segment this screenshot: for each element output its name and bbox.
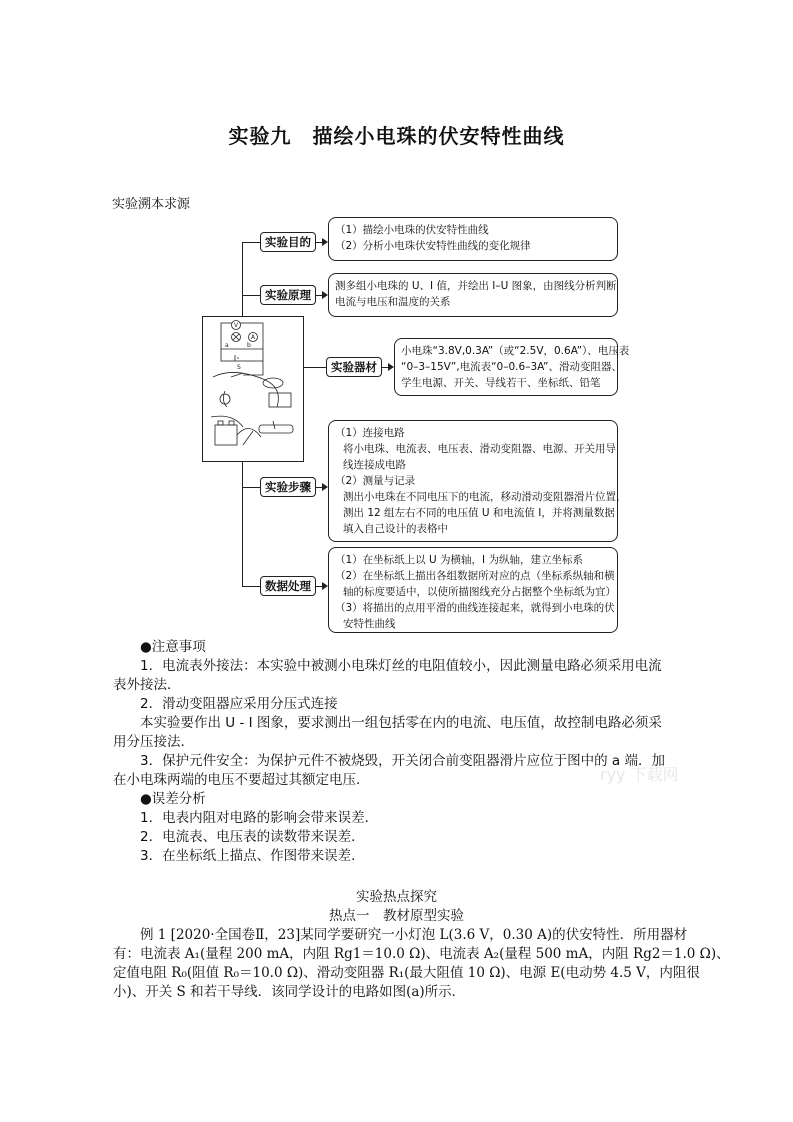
notes-line: 表外接法． bbox=[113, 677, 181, 693]
box-steps bbox=[328, 420, 627, 542]
example-line: 例 1 [2020·全国卷Ⅱ，23]某同学要研究一小灯泡 L(3.6 V，0.30 A)的伏安特性．所用器材 bbox=[140, 927, 688, 943]
box-line: 填入自己设计的表格中 bbox=[343, 523, 448, 535]
example-line: 有：电流表 A₁(量程 200 mA，内阻 Rg1＝10.0 Ω)、电流表 A₂(量程 500 mA，内阻 Rg2＝1.0 Ω)、 bbox=[113, 946, 730, 962]
node-equipment: 实验器材 bbox=[326, 357, 382, 377]
box-line: 测多组小电珠的 U、I 值，并绘出 I–U 图象，由图线分析判断 bbox=[335, 280, 617, 292]
tree-branch bbox=[242, 586, 260, 587]
box-line: （2）在坐标纸上描出各组数据所对应的点（坐标系纵轴和横 bbox=[335, 570, 615, 582]
box-line: （2）测量与记录 bbox=[335, 475, 416, 487]
box-line: （1）在坐标纸上以 U 为横轴，I 为纵轴，建立坐标系 bbox=[335, 554, 583, 566]
box-line: 线连接成电路 bbox=[343, 459, 406, 471]
hot-heading: 实验热点探究 bbox=[356, 889, 437, 905]
switch-label: S bbox=[237, 364, 241, 371]
hot-subheading: 热点一 教材原型实验 bbox=[329, 908, 464, 924]
tree-branch bbox=[242, 242, 260, 243]
voltmeter-label: V bbox=[234, 322, 239, 329]
tree-branch bbox=[304, 367, 326, 368]
equipment-illustration bbox=[202, 316, 304, 462]
errors-line: 3．在坐标纸上描点、作图带来误差． bbox=[140, 848, 365, 864]
errors-heading: ●误差分析 bbox=[140, 791, 206, 807]
notes-line: 1．电流表外接法：本实验中被测小电珠灯丝的电阻值较小，因此测量电路必须采用电流 bbox=[140, 658, 662, 674]
box-equipment bbox=[394, 338, 630, 396]
notes-line: 用分压接法． bbox=[113, 734, 194, 750]
end-a-label: a bbox=[225, 342, 229, 349]
box-line: 电流与电压和温度的关系 bbox=[335, 296, 451, 308]
box-line: （1）描绘小电珠的伏安特性曲线 bbox=[335, 224, 489, 236]
page-title: 实验九 描绘小电珠的伏安特性曲线 bbox=[228, 124, 565, 148]
section-label: 实验溯本求源 bbox=[112, 197, 191, 212]
box-line: 安特性曲线 bbox=[343, 618, 396, 630]
box-purpose bbox=[328, 217, 618, 261]
node-steps: 实验步骤 bbox=[260, 477, 316, 497]
box-data bbox=[328, 547, 618, 633]
node-purpose: 实验目的 bbox=[260, 232, 316, 252]
example-line: 定值电阻 R₀(阻值 R₀＝10.0 Ω)、滑动变阻器 R₁(最大阻值 10 Ω)、电源 E(电动势 4.5 V，内阻很 bbox=[113, 965, 700, 981]
box-line: 学生电源、开关、导线若干、坐标纸、铅笔 bbox=[401, 377, 601, 389]
box-line: 将小电珠、电流表、电压表、滑动变阻器、电源、开关用导 bbox=[343, 443, 616, 455]
watermark: ryy 下载网 bbox=[600, 765, 679, 784]
circuit-drawing bbox=[203, 317, 303, 461]
box-line: （1）连接电路 bbox=[335, 427, 405, 439]
end-b-label: b bbox=[247, 342, 251, 349]
ammeter-label: A bbox=[251, 334, 256, 341]
example-line: 小)、开关 S 和若干导线．该同学设计的电路如图(a)所示． bbox=[113, 984, 466, 1000]
box-line: 测出小电珠在不同电压下的电流，移动滑动变阻器滑片位置， bbox=[343, 491, 627, 503]
notes-heading: ●注意事项 bbox=[140, 639, 206, 655]
node-principle: 实验原理 bbox=[260, 285, 316, 305]
node-data: 数据处理 bbox=[260, 576, 316, 596]
box-line: 轴的标度要适中，以使所描图线充分占据整个坐标纸为宜） bbox=[343, 586, 616, 598]
box-line: （3）将描出的点用平滑的曲线连接起来，就得到小电珠的伏 bbox=[335, 602, 615, 614]
tree-branch bbox=[242, 487, 260, 488]
box-line: “0–3–15V”,电流表“0–0.6–3A”、滑动变阻器、 bbox=[401, 361, 622, 373]
errors-line: 2．电流表、电压表的读数带来误差． bbox=[140, 829, 365, 845]
notes-line: 在小电珠两端的电压不要超过其额定电压． bbox=[113, 772, 370, 788]
notes-line: 本实验要作出 U - I 图象，要求测出一组包括零在内的电流、电压值，故控制电路必须采 bbox=[140, 715, 662, 731]
box-line: 测出 12 组左右不同的电压值 U 和电流值 I，并将测量数据 bbox=[343, 507, 615, 519]
box-line: （2）分析小电珠伏安特性曲线的变化规律 bbox=[335, 240, 531, 252]
errors-line: 1．电表内阻对电路的影响会带来误差． bbox=[140, 810, 379, 826]
notes-line: 3．保护元件安全：为保护元件不被烧毁，开关闭合前变阻器滑片应位于图中的 a 端．加 bbox=[140, 753, 665, 769]
box-line: 小电珠“3.8V,0.3A”（或“2.5V，0.6A”）、电压表 bbox=[401, 345, 630, 357]
box-principle bbox=[328, 273, 618, 317]
notes-line: 2．滑动变阻器应采用分压式连接 bbox=[140, 696, 338, 712]
tree-branch bbox=[242, 295, 260, 296]
